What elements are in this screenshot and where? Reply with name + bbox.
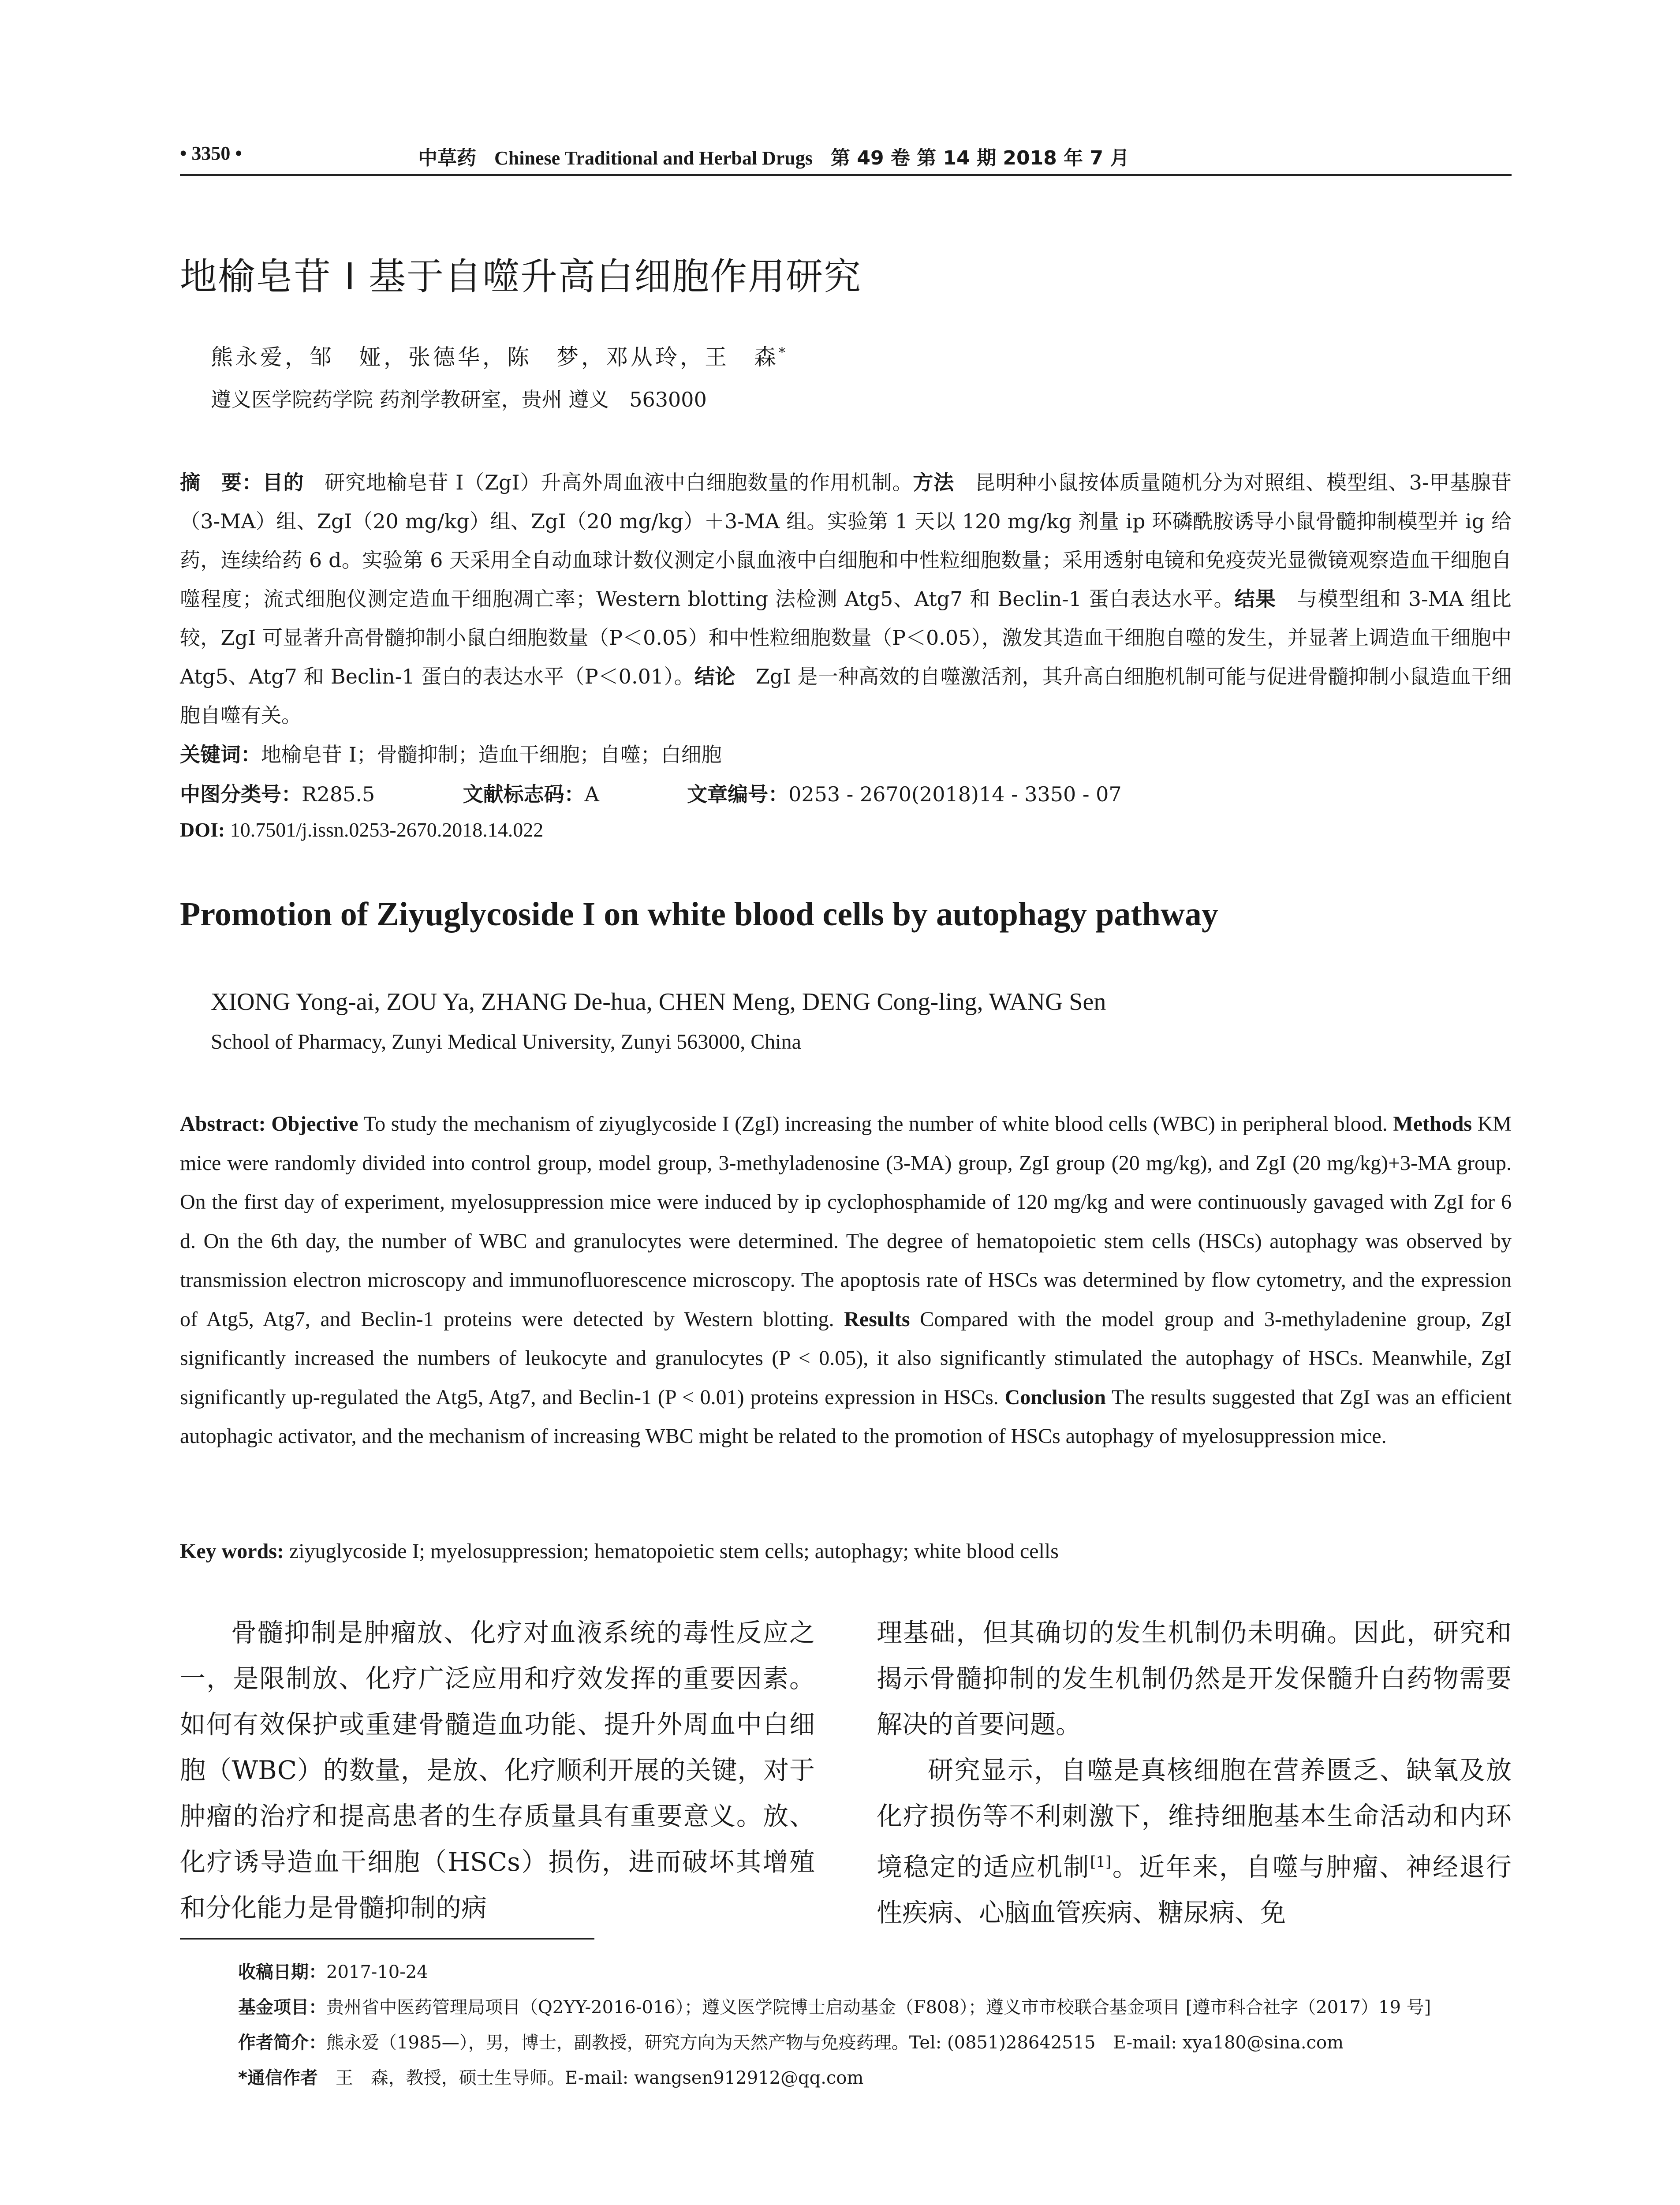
body-paragraph: 骨髓抑制是肿瘤放、化疗对血液系统的毒性反应之一，是限制放、化疗广泛应用和疗效发挥的重要因素。如何有效保护或重建骨髓造血功能、提升外周血中白细胞（WBC）的数量，是放、化疗顺利开展的关键，对于肿瘤的治疗和提高患者的生存质量具有重要意义。放、化疗诱导造血干细胞（HSCs）损伤，进而破坏其增殖和分化能力是骨髓抑制的病: [180, 1618, 815, 1923]
results-cn-label: 结果: [1234, 587, 1277, 611]
objective-en: To study the mechanism of ziyuglycoside I (ZgI) increasing the number of white blood cells (WBC) in peripheral blood.: [358, 1112, 1393, 1136]
affiliation-en: School of Pharmacy, Zunyi Medical University, Zunyi 563000, China: [211, 1030, 801, 1054]
corresponding-label: *通信作者: [238, 2068, 318, 2088]
corresponding-text: 王 森，教授，硕士生导师。E-mail: wangsen912912@qq.com: [317, 2068, 864, 2088]
body-column-right: [877, 1610, 1512, 1936]
received-date: 2017-10-24: [326, 1962, 428, 1982]
fund-label: 基金项目：: [238, 1997, 326, 2018]
authors-en: XIONG Yong-ai, ZOU Ya, ZHANG De-hua, CHEN Meng, DENG Cong-ling, WANG Sen: [211, 988, 1106, 1016]
keywords-en: [180, 1539, 1512, 1563]
title-en: Promotion of Ziyuglycoside I on white blood cells by autophagy pathway: [180, 896, 1218, 933]
doc-code-value: A: [584, 782, 599, 806]
body-paragraph-tail: 。近年来，自噬与肿瘤、神经退行性疾病、心脑血管疾病、糖尿病、免: [877, 1852, 1512, 1928]
body-paragraph: 理基础，但其确切的发生机制仍未明确。因此，研究和揭示骨髓抑制的发生机制仍然是开发保髓升白药物需要解决的首要问题。: [877, 1618, 1512, 1739]
body-paragraph-text: 研究显示，自噬是真核细胞在营养匮乏、缺氧及放化疗损伤等不利刺激下，维持细胞基本生命活动和内环境稳定的适应机制: [877, 1755, 1512, 1882]
conclusion-cn-label: 结论: [694, 665, 735, 688]
results-cn: 与模型组和 3-MA 组比较，ZgI 可显著升高骨髓抑制小鼠白细胞数量（P＜0.05）和中性粒细胞数量（P＜0.05），激发其造血干细胞自噬的发生，并显著上调造血干细胞中 Atg5、Atg7 和 Beclin-1 蛋白的表达水平（P＜0.01）。: [180, 587, 1512, 688]
doc-code-label: 文献标志码：: [463, 782, 585, 806]
authors-cn-text: 熊永爱，邹 娅，张德华，陈 梦，邓从玲，王 森: [211, 344, 779, 370]
footnote-fund: [238, 1993, 1431, 2018]
footnote-corresponding: [238, 2064, 863, 2089]
authors-cn: [211, 340, 788, 371]
abstract-cn: [180, 463, 1512, 735]
objective-cn-label: 目的: [262, 471, 304, 494]
abstract-en-label: Abstract:: [180, 1112, 266, 1136]
body-column-left: [180, 1610, 815, 1931]
journal-header: [418, 142, 1129, 170]
conclusion-en-label: Conclusion: [1004, 1385, 1106, 1409]
header-rule: [180, 174, 1512, 176]
keywords-en-text: ziyuglycoside I; myelosuppression; hematopoietic stem cells; autophagy; white blood cells: [284, 1540, 1059, 1563]
abstract-en: [180, 1105, 1512, 1456]
results-en-label: Results: [844, 1307, 910, 1331]
article-number-label: 文章编号：: [687, 782, 789, 806]
keywords-cn: [180, 739, 722, 768]
doi-link[interactable]: 10.7501/j.issn.0253-2670.2018.14.022: [230, 818, 544, 841]
keywords-en-label: Key words:: [180, 1540, 284, 1563]
keywords-cn-text: 地榆皂苷 I；骨髓抑制；造血干细胞；自噬；白细胞: [261, 743, 722, 766]
conclusion-cn: ZgI 是一种高效的自噬激活剂，其升高白细胞机制可能与促进骨髓抑制小鼠造血干细胞自噬有关。: [180, 665, 1512, 727]
citation-ref[interactable]: [1]: [1090, 1853, 1112, 1871]
doi-line: [180, 818, 543, 841]
methods-en-label: Methods: [1393, 1112, 1472, 1136]
author-bio-text: 熊永爱（1985—），男，博士，副教授，研究方向为天然产物与免疫药理。Tel: (0851)28642515 E-mail: xya180@sina.com: [326, 2033, 1344, 2053]
body-paragraph: [877, 1747, 1512, 1936]
received-label: 收稿日期：: [238, 1962, 326, 1982]
abstract-cn-label: 摘 要：: [180, 471, 263, 494]
clc-label: 中图分类号：: [180, 782, 302, 806]
doi-label: DOI:: [180, 818, 225, 841]
objective-cn: 研究地榆皂苷 I（ZgI）升高外周血液中白细胞数量的作用机制。: [304, 471, 913, 494]
title-cn: 地榆皂苷 I 基于自噬升高白细胞作用研究: [180, 255, 862, 298]
results-en: Compared with the model group and 3-methyladenine group, ZgI significantly increased the numbers of leukocyte and granulocytes (P < 0.05), it also significantly stimulated the autophagy of HSCs. Meanwhile, ZgI significantly up-regulated the Atg5, Atg7, and Beclin-1 (P < 0.01) proteins expression in HSCs.: [180, 1307, 1512, 1409]
fund-text: 贵州省中医药管理局项目（Q2YY-2016-016）；遵义医学院博士启动基金（F808）；遵义市市校联合基金项目 [遵市科合社字（2017）19 号]: [326, 1997, 1431, 2018]
methods-en: KM mice were randomly divided into control group, model group, 3-methyladenosine (3-MA) group, ZgI group (20 mg/kg), and ZgI (20 mg/kg)+3-MA group. On the first day of experiment, myelosuppression mice were induced by ip cyclophosphamide of 120 mg/kg and were continuously gavaged with ZgI for 6 d. On the 6th day, the number of WBC and granulocytes were determined. The degree of hematopoietic stem cells (HSCs) autophagy was observed by transmission electron microscopy and immunofluorescence microscopy. The apoptosis rate of HSCs was determined by flow cytometry, and the expression of Atg5, Atg7, and Beclin-1 proteins were detected by Western blotting.: [180, 1112, 1512, 1331]
methods-cn-label: 方法: [913, 471, 955, 494]
author-bio-label: 作者简介：: [238, 2033, 326, 2053]
conclusion-en: The results suggested that ZgI was an efficient autophagic activator, and the mechanism of increasing WBC might be related to the promotion of HSCs autophagy of myelosuppression mice.: [180, 1385, 1512, 1448]
keywords-cn-label: 关键词：: [180, 743, 261, 766]
journal-name-cn: 中草药: [418, 147, 476, 169]
journal-name-en: Chinese Traditional and Herbal Drugs: [494, 147, 813, 169]
footnote-author: [238, 2029, 1344, 2054]
footnote-rule: [180, 1938, 594, 1940]
footnote-received: [238, 1958, 428, 1983]
corresponding-mark: *: [779, 345, 788, 361]
objective-en-label: Objective: [271, 1112, 358, 1136]
classification-line: [180, 778, 1122, 807]
clc-value: R285.5: [302, 782, 375, 806]
article-number-value: 0253 - 2670(2018)14 - 3350 - 07: [788, 782, 1122, 806]
journal-issue: 第 49 卷 第 14 期 2018 年 7 月: [831, 147, 1130, 169]
affiliation-cn: 遵义医学院药学院 药剂学教研室，贵州 遵义 563000: [211, 388, 707, 411]
page-number: • 3350 •: [180, 142, 242, 164]
methods-cn: 昆明种小鼠按体质量随机分为对照组、模型组、3-甲基腺苷（3-MA）组、ZgI（20 mg/kg）组、ZgI（20 mg/kg）＋3-MA 组。实验第 1 天以 120 mg/kg 剂量 ip 环磷酰胺诱导小鼠骨髓抑制模型并 ig 给药，连续给药 6 d。实验第 6 天采用全自动血球计数仪测定小鼠血液中白细胞和中性粒细胞数量；采用透射电镜和免疫荧光显微镜观察造血干细胞自噬程度；流式细胞仪测定造血干细胞凋亡率；Western blotting 法检测 Atg5、Atg7 和 Beclin-1 蛋白表达水平。: [180, 471, 1512, 611]
